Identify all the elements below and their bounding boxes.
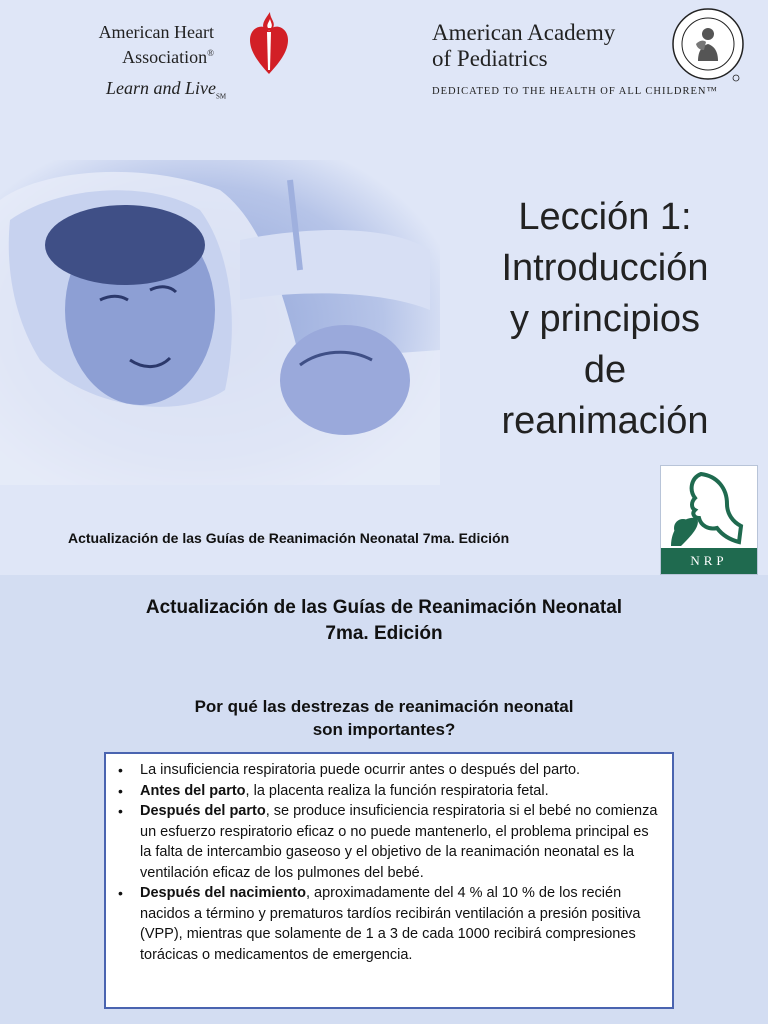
bullet-item: • Después del nacimiento, aproximadamente del 4 % al 10 % de los recién nacidos a término y prematuros tardíos recibirán ventilación a presión positiva (VPP), mientras que solamente de 1 a 3 de cada 1000 recibirá compresiones torácicas o medicamentos de emergencia. bbox=[140, 883, 662, 965]
aha-logo-name-line2: Association bbox=[122, 47, 208, 67]
slide2-subtitle: Por qué las destrezas de reanimación neonatal son importantes? bbox=[194, 697, 574, 739]
bullet-list bbox=[116, 760, 662, 965]
lesson-title: Lección 1: Introducción y principios de reanimación bbox=[501, 196, 709, 442]
mother-baby-silhouette-icon bbox=[661, 466, 757, 550]
content-slide bbox=[0, 575, 768, 1024]
aha-tagline-mark: SM bbox=[216, 92, 227, 101]
aap-logo bbox=[430, 6, 760, 106]
slide1-footer: Actualización de las Guías de Reanimación Neonatal 7ma. Edición bbox=[68, 530, 510, 546]
aap-tagline: DEDICATED TO THE HEALTH OF ALL CHILDREN™ bbox=[432, 86, 718, 97]
aap-seal-icon bbox=[668, 6, 748, 86]
nrp-label: NRP bbox=[661, 548, 757, 574]
bullet-item: • Antes del parto, la placenta realiza la función respiratoria fetal. bbox=[140, 781, 662, 802]
bullet-item: • La insuficiencia respiratoria puede ocurrir antes o después del parto. bbox=[140, 760, 662, 781]
heart-torch-icon bbox=[248, 10, 290, 80]
bullet-item: • Después del parto, se produce insuficiencia respiratoria si el bebé no comienza un esfuerzo respiratorio eficaz o no puede mantenerlo, el problema principal es la falta de intercambio gaseoso y el objetivo de la reanimación neonatal es la ventilación eficaz de los pulmones del bebé. bbox=[140, 801, 662, 883]
nrp-logo bbox=[660, 465, 758, 575]
aha-logo-name: American Heart Association® bbox=[98, 22, 214, 67]
mother-newborn-photo bbox=[0, 160, 440, 485]
aha-tagline: Learn and Live$_{SM}$ bbox=[106, 78, 227, 101]
bullet-box bbox=[104, 752, 674, 1009]
aha-logo bbox=[50, 8, 290, 103]
aap-logo-name: American Academy of Pediatrics bbox=[432, 20, 616, 71]
aha-registered-mark: ® bbox=[207, 48, 214, 58]
slide2-title: Actualización de las Guías de Reanimación Neonatal 7ma. Edición bbox=[145, 597, 623, 644]
